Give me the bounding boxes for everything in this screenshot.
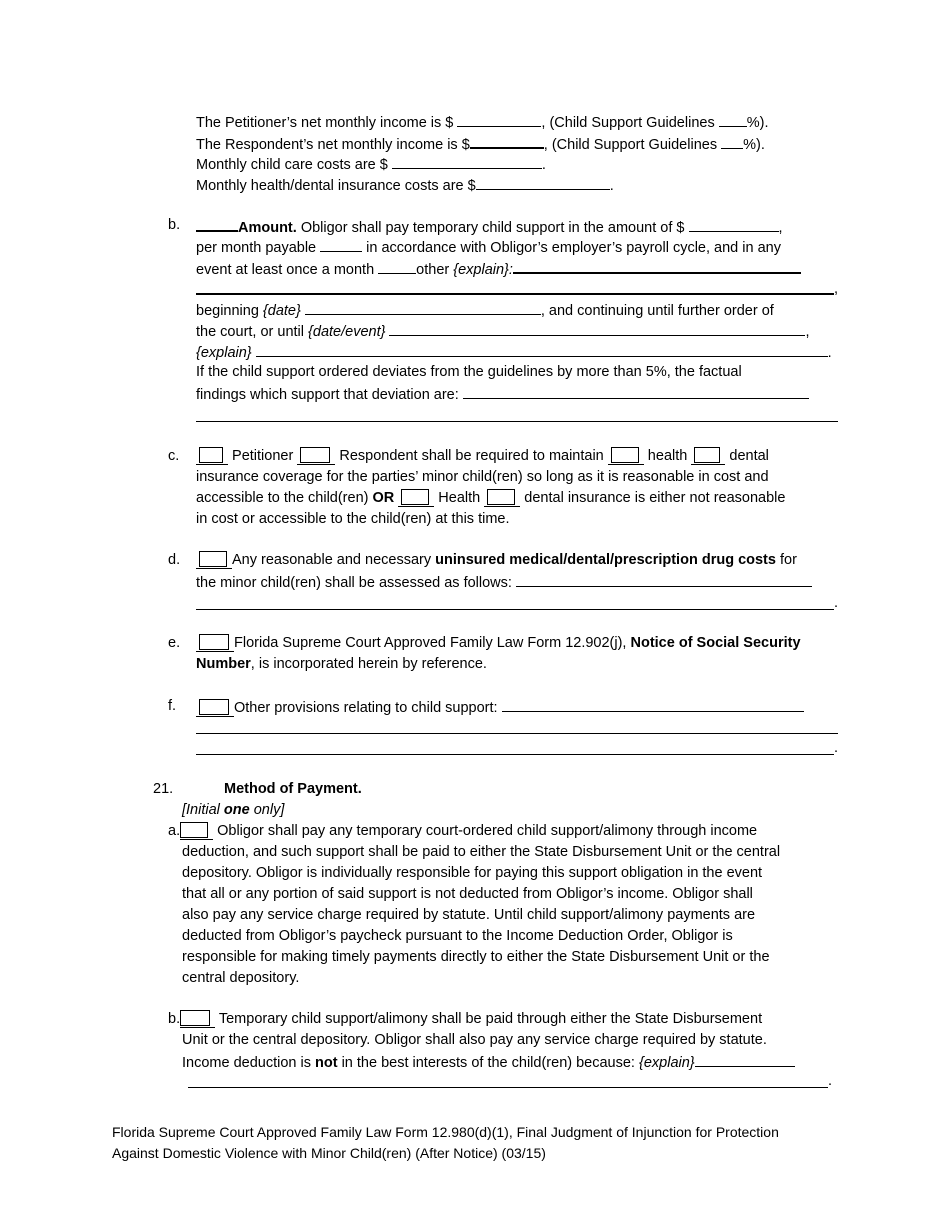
deviation-findings-field[interactable] bbox=[463, 383, 809, 399]
ssn-notice-line: Florida Supreme Court Approved Family Law Form 12.902(j), Notice of Social Security bbox=[196, 633, 801, 654]
section-d-label: d. bbox=[168, 552, 181, 568]
insurance-line: Petitioner Respondent shall be required to maintain health dental bbox=[196, 446, 769, 467]
explain-field[interactable] bbox=[256, 341, 828, 357]
payment-a-line-1: a. Obligor shall pay any temporary court-ordered child support/alimony through income bbox=[168, 823, 758, 839]
explain-line: {explain} . bbox=[196, 341, 832, 364]
explain-continuation-line[interactable] bbox=[196, 293, 834, 295]
payment-a-line-7: responsible for making timely payments directly to either the State Disbursement Unit or the bbox=[182, 949, 770, 965]
payment-b-explain-field[interactable] bbox=[695, 1051, 795, 1067]
payment-b-period: . bbox=[828, 1073, 833, 1089]
beginning-line: beginning {date} , and continuing until further order of bbox=[196, 299, 774, 322]
insurance-text-2: insurance coverage for the parties’ minor child(ren) so long as it is reasonable in cost and bbox=[196, 469, 769, 485]
payment-a-line-8: central depository. bbox=[182, 970, 300, 986]
once-a-month-line: event at least once a month other {explain}: bbox=[196, 257, 801, 281]
petitioner-guidelines-field[interactable] bbox=[719, 111, 747, 127]
petitioner-income-field[interactable] bbox=[457, 111, 541, 127]
section-e-label: e. bbox=[168, 635, 181, 651]
ssn-notice-line-2: Number, is incorporated herein by reference. bbox=[196, 656, 487, 672]
other-provisions-period: . bbox=[834, 740, 839, 756]
deviation-continuation-line[interactable] bbox=[196, 421, 838, 422]
respondent-checkbox-wrap bbox=[297, 447, 335, 465]
childcare-field[interactable] bbox=[392, 153, 542, 169]
uninsured-checkbox[interactable] bbox=[199, 551, 227, 567]
footer-line-1: Florida Supreme Court Approved Family Law Form 12.980(d)(1), Final Judgment of Injunction for Protection bbox=[112, 1124, 779, 1140]
assessed-line: the minor child(ren) shall be assessed as follows: bbox=[196, 571, 812, 594]
insurance-cost-line: Monthly health/dental insurance costs are $ . bbox=[196, 174, 614, 197]
health-not-reasonable-checkbox[interactable] bbox=[401, 489, 429, 505]
health-checkbox-wrap bbox=[608, 447, 644, 465]
payment-b-checkbox-wrap bbox=[180, 1010, 215, 1028]
other-provisions-line-3[interactable] bbox=[196, 754, 834, 755]
other-provisions-checkbox[interactable] bbox=[199, 699, 229, 715]
footer-line-2: Against Domestic Violence with Minor Child(ren) (After Notice) (03/15) bbox=[112, 1145, 546, 1161]
insurance-text-3: accessible to the child(ren) OR Health dental insurance is either not reasonable bbox=[196, 490, 786, 506]
childcare-line: Monthly child care costs are $ . bbox=[196, 153, 546, 176]
payment-b-explain-line-2[interactable] bbox=[188, 1087, 828, 1088]
ssn-checkbox-wrap bbox=[196, 634, 234, 652]
payment-a-line-3: depository. Obligor is individually responsible for paying this support obligation in the event bbox=[182, 865, 763, 881]
section-f-label: f. bbox=[168, 698, 177, 714]
other-explain-field[interactable] bbox=[513, 257, 801, 274]
deviation-findings-line: findings which support that deviation are: bbox=[196, 383, 809, 406]
insurance-cost-field[interactable] bbox=[476, 174, 610, 190]
other-provisions-line-2[interactable] bbox=[196, 733, 838, 734]
amount-line: Amount. Obligor shall pay temporary child support in the amount of $ , bbox=[196, 215, 783, 239]
payment-a-checkbox[interactable] bbox=[180, 822, 208, 838]
dental-not-reasonable-wrap bbox=[484, 489, 520, 507]
payment-b-line-1: b. Temporary child support/alimony shall be paid through either the State Disbursement bbox=[168, 1011, 763, 1027]
health-checkbox[interactable] bbox=[611, 447, 639, 463]
amount-field[interactable] bbox=[689, 216, 779, 232]
section-c-label: c. bbox=[168, 448, 180, 464]
initial-one-only: [Initial one only] bbox=[182, 802, 285, 818]
payment-a-line-5: also pay any service charge required by statute. Until child support/alimony payments are bbox=[182, 907, 756, 923]
amount-initial-field[interactable] bbox=[196, 215, 238, 232]
petitioner-income-line: The Petitioner’s net monthly income is $ , (Child Support Guidelines %). bbox=[196, 111, 768, 134]
respondent-checkbox[interactable] bbox=[300, 447, 330, 463]
section-21-number: 21. bbox=[153, 781, 174, 797]
payable-line: per month payable in accordance with Obligor’s employer’s payroll cycle, and in any bbox=[196, 236, 781, 259]
dental-not-reasonable-checkbox[interactable] bbox=[487, 489, 515, 505]
uninsured-checkbox-wrap bbox=[196, 551, 232, 569]
form-footer bbox=[112, 1122, 779, 1164]
other-provisions-checkbox-wrap bbox=[196, 699, 234, 717]
explain-comma: , bbox=[834, 281, 839, 297]
beginning-date-field[interactable] bbox=[305, 299, 541, 315]
respondent-guidelines-field[interactable] bbox=[721, 133, 743, 149]
ssn-checkbox[interactable] bbox=[199, 634, 229, 650]
payable-field[interactable] bbox=[320, 236, 362, 252]
insurance-text-4: in cost or accessible to the child(ren) at this time. bbox=[196, 511, 510, 527]
payment-b-line-3: Income deduction is not in the best interests of the child(ren) because: {explain} bbox=[182, 1051, 795, 1074]
until-line: the court, or until {date/event} , bbox=[196, 320, 810, 343]
payment-b-checkbox[interactable] bbox=[180, 1010, 210, 1026]
assessed-period: . bbox=[834, 595, 839, 611]
other-provisions-line: Other provisions relating to child support: bbox=[196, 696, 804, 719]
assessed-continuation-line[interactable] bbox=[196, 609, 834, 610]
petitioner-checkbox[interactable] bbox=[199, 447, 223, 463]
petitioner-checkbox-wrap bbox=[196, 447, 228, 465]
dental-checkbox[interactable] bbox=[694, 447, 720, 463]
payment-a-line-4: that all or any portion of said support is not deducted from Obligor’s income. Obligor shall bbox=[182, 886, 753, 902]
other-provisions-field[interactable] bbox=[502, 696, 804, 712]
once-a-month-field[interactable] bbox=[378, 258, 416, 274]
dental-checkbox-wrap bbox=[691, 447, 725, 465]
until-event-field[interactable] bbox=[389, 320, 805, 336]
payment-a-checkbox-wrap bbox=[180, 822, 213, 840]
payment-a-line-2: deduction, and such support shall be paid to either the State Disbursement Unit or the central bbox=[182, 844, 781, 860]
assessed-field[interactable] bbox=[516, 571, 812, 587]
section-21-title: Method of Payment. bbox=[224, 781, 362, 797]
health-not-reasonable-wrap bbox=[398, 489, 434, 507]
payment-b-line-2: Unit or the central depository. Obligor shall also pay any service charge required by statute. bbox=[182, 1032, 767, 1048]
deviation-text: If the child support ordered deviates from the guidelines by more than 5%, the factual bbox=[196, 364, 742, 380]
respondent-income-field[interactable] bbox=[470, 132, 544, 149]
payment-a-line-6: deducted from Obligor’s paycheck pursuant to the Income Deduction Order, Obligor is bbox=[182, 928, 733, 944]
section-b-label: b. bbox=[168, 217, 181, 233]
respondent-income-line: The Respondent’s net monthly income is $ , (Child Support Guidelines %). bbox=[196, 132, 765, 156]
uninsured-costs-line: Any reasonable and necessary uninsured medical/dental/prescription drug costs for bbox=[196, 550, 797, 571]
